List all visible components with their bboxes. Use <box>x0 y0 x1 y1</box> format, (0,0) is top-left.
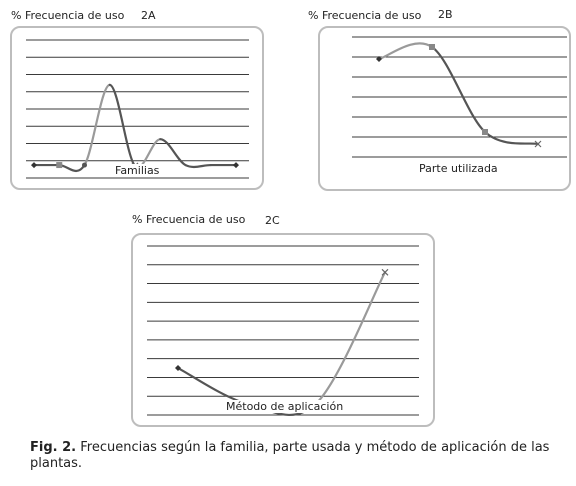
ylabel-2c: % Frecuencia de uso <box>132 213 246 226</box>
caption-label: Fig. 2. <box>30 440 77 455</box>
ylabel-2b: % Frecuencia de uso <box>308 9 422 22</box>
series-line-segment <box>485 132 538 144</box>
data-point-square <box>429 44 435 50</box>
data-point-diamond <box>233 162 239 168</box>
data-point-diamond <box>31 162 37 168</box>
panel-label-2b: 2B <box>438 8 453 21</box>
series-line-segment <box>316 272 385 403</box>
caption-text: Frecuencias según la familia, parte usada y método de aplicación de las plantas. <box>30 440 550 471</box>
xlabel-2a: Familias <box>115 164 160 177</box>
chart-panel-2b <box>318 26 571 191</box>
xlabel-2b: Parte utilizada <box>419 162 498 175</box>
series-line-segment <box>178 368 247 404</box>
series-line-segment <box>186 165 211 167</box>
panel-label-2a: 2A <box>141 9 156 22</box>
panel-label-2c: 2C <box>265 214 280 227</box>
series-line-segment <box>59 165 84 171</box>
xlabel-2c: Método de aplicación <box>226 400 344 413</box>
chart-panel-2a <box>10 26 264 190</box>
series-line-segment <box>85 85 110 165</box>
ylabel-2a: % Frecuencia de uso <box>11 9 125 22</box>
data-point-square <box>56 162 62 168</box>
series-line-segment <box>110 85 135 166</box>
data-point-circle <box>82 163 87 168</box>
series-line-segment <box>432 47 485 132</box>
figure-caption <box>30 440 565 472</box>
chart-panel-2c <box>131 233 435 427</box>
chart-2c <box>133 235 433 425</box>
data-point-square <box>482 129 488 135</box>
